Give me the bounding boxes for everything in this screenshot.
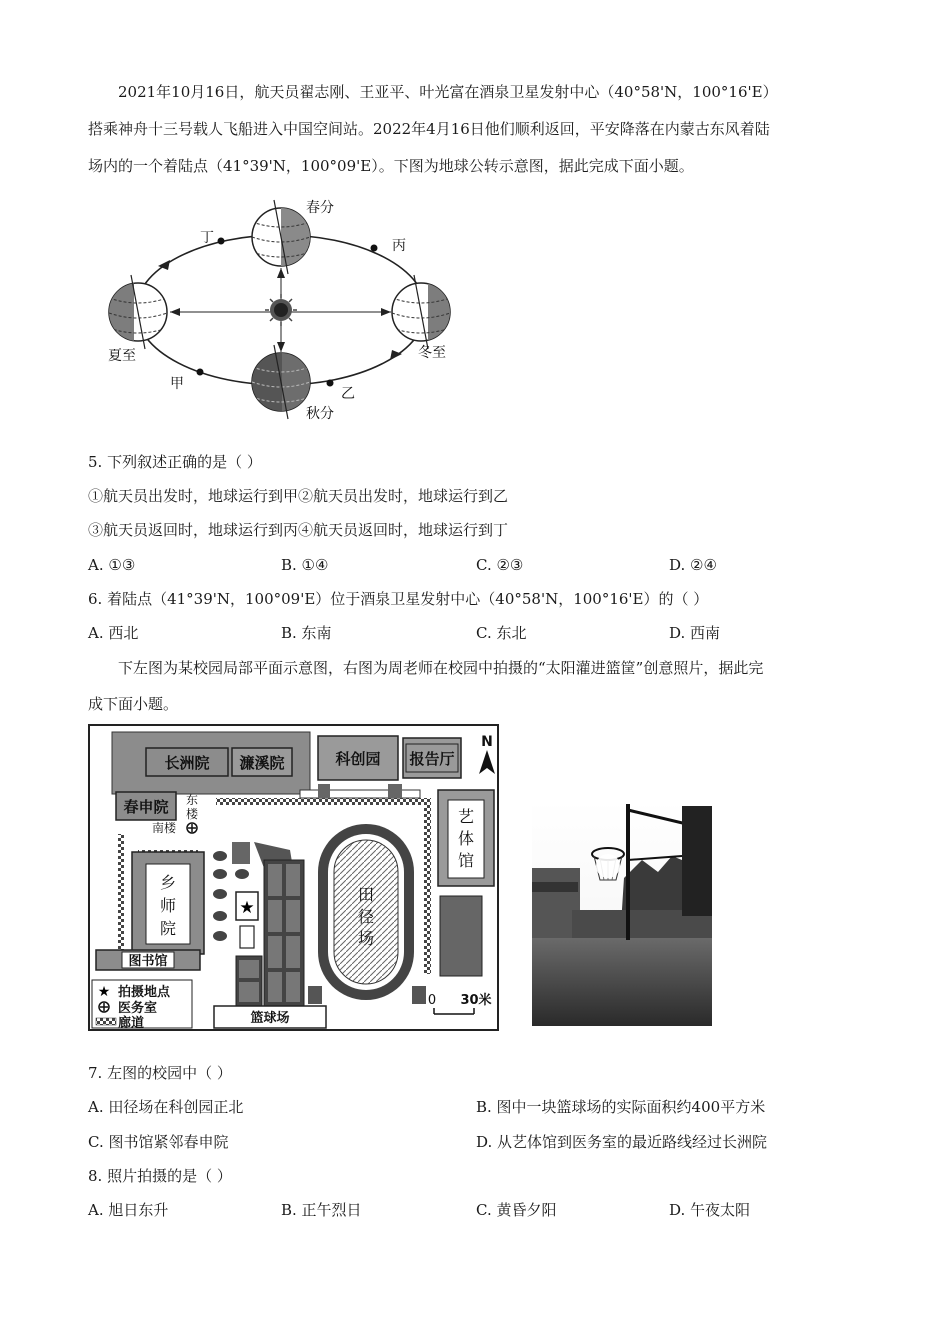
label-library: 图书馆 xyxy=(128,954,168,969)
q8-option-b[interactable]: B. 正午烈日 xyxy=(281,1201,362,1219)
q7-option-c[interactable]: C. 图书馆紧邻春申院 xyxy=(88,1133,229,1151)
q5-option-d[interactable]: D. ②④ xyxy=(669,556,717,574)
label-yiti-2: 体 xyxy=(457,829,475,848)
label-autumn: 秋分 xyxy=(306,406,334,422)
label-nanlou: 南楼 xyxy=(151,821,177,835)
q6-option-d[interactable]: D. 西南 xyxy=(669,624,721,642)
q7-stem: 7. 左图的校园中（ ） xyxy=(88,1064,232,1082)
intro2-line-1: 下左图为某校园局部平面示意图，右图为周老师在校园中拍摄的“太阳灌进篮筐”创意照片，据此完 xyxy=(118,659,764,677)
q5-statements-2: ③航天员返回时，地球运行到丙④航天员返回时，地球运行到丁 xyxy=(88,521,509,539)
q8-option-c[interactable]: C. 黄昏夕阳 xyxy=(476,1201,557,1219)
legend-clinic-icon xyxy=(99,1002,109,1012)
label-baogao: 报告厅 xyxy=(409,750,455,768)
legend-corridor-swatch xyxy=(96,1018,116,1025)
earth-summer xyxy=(106,275,167,349)
q7-option-a[interactable]: A. 田径场在科创园正北 xyxy=(88,1098,244,1116)
label-chunshen: 春申院 xyxy=(123,798,169,816)
q8-option-d[interactable]: D. 午夜太阳 xyxy=(669,1201,751,1219)
intro-line-3: 场内的一个着陆点（41°39'N，100°09'E）。下图为地球公转示意图，据此完成下面小题。 xyxy=(88,157,694,175)
position-dot-jia xyxy=(197,369,204,376)
label-xiang: 乡 xyxy=(159,873,177,892)
label-shi: 师 xyxy=(159,896,177,915)
corridor-right xyxy=(424,798,431,974)
label-basketball: 篮球场 xyxy=(250,1011,290,1026)
label-jing: 径 xyxy=(357,907,375,926)
position-dot-bing xyxy=(371,245,378,252)
q6-option-b[interactable]: B. 东南 xyxy=(281,624,332,642)
label-tian: 田 xyxy=(357,885,375,904)
label-yiti-1: 艺 xyxy=(457,807,475,826)
photo-spot-star-icon: ★ xyxy=(239,898,255,918)
label-yiti-3: 馆 xyxy=(457,851,475,870)
intro-line-2: 搭乘神舟十三号载人飞船进入中国空间站。2022年4月16日他们顺利返回，平安降落在内蒙古东风着陆 xyxy=(88,120,770,138)
corridor-left xyxy=(118,834,124,954)
q6-option-c[interactable]: C. 东北 xyxy=(476,624,527,642)
label-north: N xyxy=(481,734,493,750)
legend xyxy=(92,980,192,1031)
clinic-icon xyxy=(187,823,197,833)
q5-option-c[interactable]: C. ②③ xyxy=(476,556,524,574)
position-dot-yi xyxy=(327,380,334,387)
label-winter: 冬至 xyxy=(418,345,446,361)
corridor-top xyxy=(216,798,428,805)
label-lou: 楼 xyxy=(185,807,199,821)
label-yi: 乙 xyxy=(341,386,355,402)
q5-stem: 5. 下列叙述正确的是（ ） xyxy=(88,453,262,471)
label-scale-0: 0 xyxy=(427,993,437,1008)
q8-option-a[interactable]: A. 旭日东升 xyxy=(88,1201,169,1219)
sun-in-hoop-icon xyxy=(596,854,620,878)
label-chang: 场 xyxy=(357,929,375,948)
hoop-sun-photo xyxy=(532,800,712,1026)
label-dong: 东 xyxy=(185,793,199,807)
campus-map xyxy=(88,724,500,1032)
q6-option-a[interactable]: A. 西北 xyxy=(88,624,139,642)
label-scale-30: 30米 xyxy=(460,993,492,1008)
label-summer: 夏至 xyxy=(108,348,136,364)
q8-stem: 8. 照片拍摄的是（ ） xyxy=(88,1167,232,1185)
q7-option-b[interactable]: B. 图中一块篮球场的实际面积约400平方米 xyxy=(476,1098,766,1116)
label-jia: 甲 xyxy=(170,376,184,392)
label-ding: 丁 xyxy=(200,230,214,246)
q7-option-d[interactable]: D. 从艺体馆到医务室的最近路线经过长洲院 xyxy=(476,1133,768,1151)
earth-winter xyxy=(392,275,456,349)
q5-option-b[interactable]: B. ①④ xyxy=(281,556,329,574)
q6-stem: 6. 着陆点（41°39'N，100°09'E）位于酒泉卫星发射中心（40°58'N，100°16'E）的（ ） xyxy=(88,590,709,608)
legend-corridor-label: 廊道 xyxy=(118,1016,145,1031)
label-lianxi: 濂溪院 xyxy=(239,754,285,772)
legend-star-icon: ★ xyxy=(97,984,111,1000)
q5-statements-1: ①航天员出发时，地球运行到甲②航天员出发时，地球运行到乙 xyxy=(88,487,509,505)
label-spring: 春分 xyxy=(306,200,334,216)
intro-line-1: 2021年10月16日，航天员翟志刚、王亚平、叶光富在酒泉卫星发射中心（40°58'N，100°16'E） xyxy=(118,83,778,101)
position-dot-ding xyxy=(218,238,225,245)
q5-option-a[interactable]: A. ①③ xyxy=(88,556,136,574)
orbit-arrow-right xyxy=(390,350,402,360)
legend-star-label: 拍摄地点 xyxy=(118,985,171,1000)
label-kechuang: 科创园 xyxy=(335,750,381,768)
label-bing: 丙 xyxy=(392,238,406,254)
label-changzhou: 长洲院 xyxy=(164,754,210,772)
intro2-line-2: 成下面小题。 xyxy=(88,695,179,713)
earth-revolution-diagram xyxy=(96,192,466,427)
legend-clinic-label: 医务室 xyxy=(118,1001,158,1016)
label-yuan: 院 xyxy=(159,919,177,938)
